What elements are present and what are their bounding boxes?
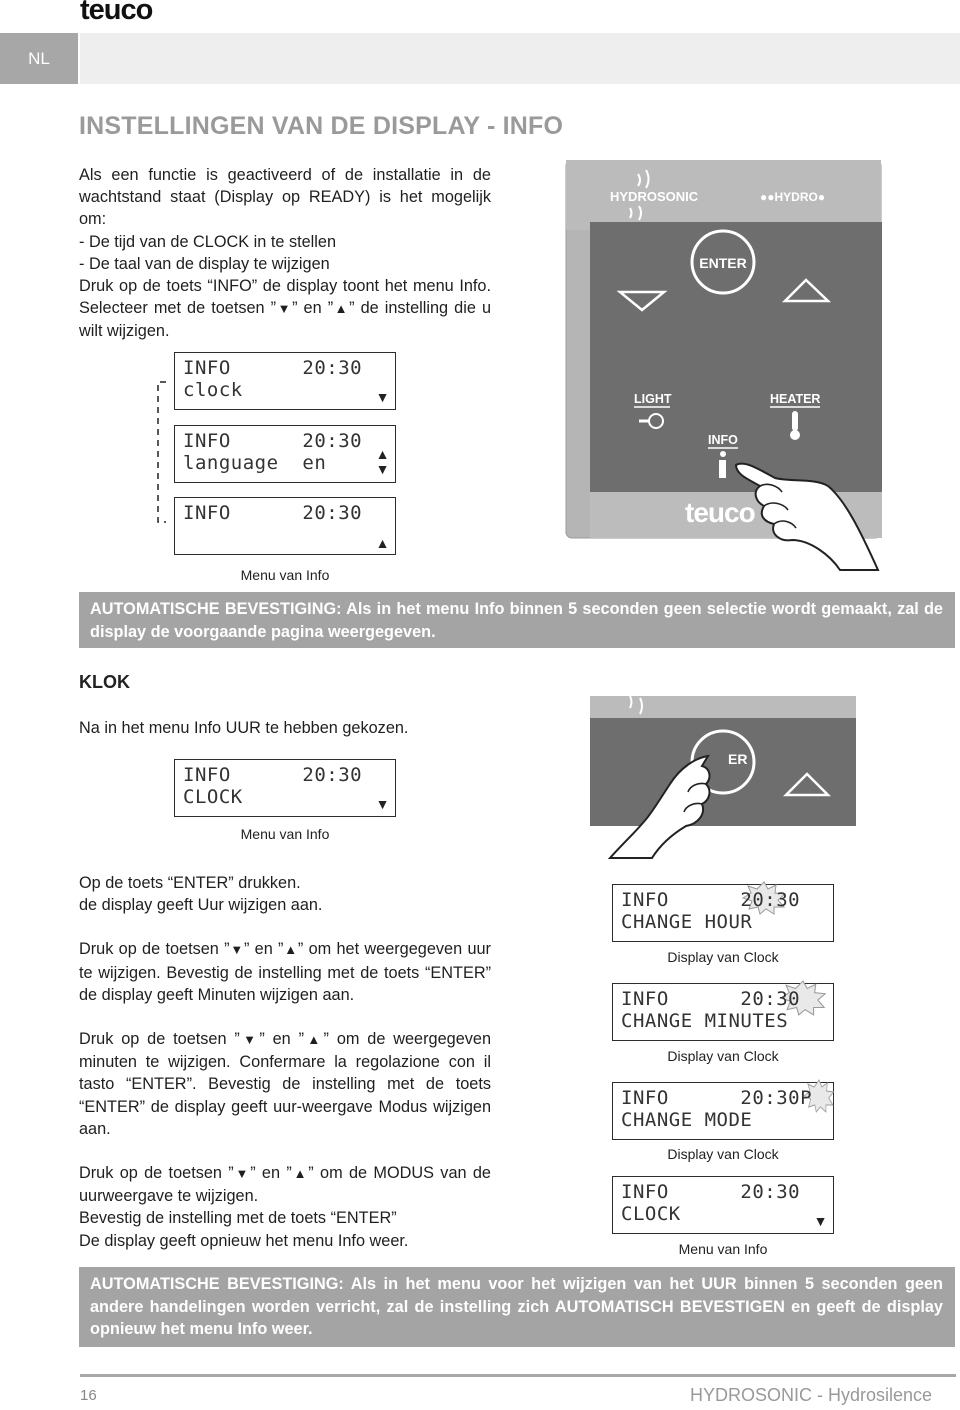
lcd-line1: INFO 20:30P	[621, 1087, 813, 1109]
up-arrow-icon: ▲	[333, 301, 350, 317]
down-arrow-icon: ▼	[233, 1166, 251, 1182]
info-menu-screen-clock	[174, 352, 396, 410]
clock-screen-change-hour	[612, 884, 834, 942]
step-minutes: Druk op de toetsen ”▼” en ”▲” om de weergegeven minuten te wijzigen. Confermare la regolazione con il tasto “ENTER”. Bevestig de instelling met de toets “ENTER” de display geeft uur-weergave Modus wijzigen aan.	[79, 1030, 491, 1138]
lcd-line2: CHANGE HOUR	[621, 911, 753, 933]
language-tab: NL	[0, 33, 78, 84]
enter-press-illustration	[590, 692, 890, 862]
klok-steps	[79, 872, 491, 1252]
clock-screen-menu-info	[612, 1176, 834, 1234]
klok-menu-caption: Menu van Info	[240, 826, 330, 842]
footer-product: HYDROSONIC - Hydrosilence	[690, 1385, 933, 1405]
intro-paragraph	[79, 164, 491, 343]
down-arrow-icon: ▼	[276, 301, 293, 317]
intro-list-language: - De taal van de display te wijzigen	[79, 254, 330, 273]
auto-confirm-notice-hour: AUTOMATISCHE BEVESTIGING: Als in het menu voor het wijzigen van het UUR binnen 5 seconden geen andere handelingen worden verricht, zal de instelling zich AUTOMATISCH BEVESTIGEN en geeft de display opnieuw het menu Info weer.	[79, 1267, 955, 1347]
lcd-line1: INFO 20:30	[183, 357, 363, 379]
lcd-line2: clock	[183, 379, 243, 401]
info-menu-screen-language	[174, 425, 396, 483]
enter-label: ENTER	[699, 255, 747, 271]
info-menu-caption: Menu van Info	[240, 567, 330, 583]
down-arrow-icon: ▼	[375, 797, 390, 813]
lcd-line1: INFO 20:30	[621, 1181, 801, 1203]
down-arrow-icon: ▼	[229, 942, 244, 958]
info-menu-screen-end	[174, 497, 396, 555]
intro-p2: Druk op de toets “INFO” de display toont het menu Info. Selecteer met de toetsen ”▼” en ”▲” de instelling die u wilt wijzigen.	[79, 277, 491, 341]
enter-label-partial: ER	[728, 751, 748, 767]
info-icon[interactable]	[720, 451, 726, 457]
lcd-line1: INFO 20:30	[183, 764, 363, 786]
lcd-line2: CHANGE MINUTES	[621, 1010, 789, 1032]
footer-divider	[80, 1374, 956, 1377]
up-arrow-icon: ▲	[291, 1166, 309, 1182]
step-enter-1: Op de toets “ENTER” drukken.	[79, 874, 301, 892]
hydrosonic-label: HYDROSONIC	[610, 189, 699, 204]
step-enter-2: de display geeft Uur wijzigen aan.	[79, 896, 323, 915]
brand-logo: teuco	[80, 0, 153, 26]
down-arrow-icon: ▼	[239, 1032, 260, 1048]
step-confirm: Bevestig de instelling met de toets “ENTER”	[79, 1209, 397, 1228]
up-arrow-icon: ▲	[375, 447, 390, 463]
lcd-line1: INFO 20:30	[183, 502, 363, 524]
down-arrow-icon: ▼	[375, 462, 390, 478]
teuco-panel-logo: teuco	[685, 497, 755, 528]
klok-heading: KLOK	[79, 672, 130, 692]
info-label: INFO	[708, 433, 738, 447]
down-arrow-icon: ▼	[813, 1214, 828, 1230]
up-arrow-icon: ▲	[283, 942, 298, 958]
clock-caption-2: Display van Clock	[667, 1048, 779, 1064]
control-panel-illustration	[560, 160, 960, 580]
intro-p1: Als een functie is geactiveerd of de installatie in de wachtstand staat (Display op READY) is het mogelijk om:	[79, 166, 491, 229]
lcd-line1: INFO 20:30	[621, 889, 801, 911]
down-arrow-icon: ▼	[375, 390, 390, 406]
heater-label: HEATER	[770, 392, 821, 406]
clock-caption-4: Menu van Info	[678, 1241, 768, 1257]
auto-confirm-notice-info: AUTOMATISCHE BEVESTIGING: Als in het menu Info binnen 5 seconden geen selectie wordt gemaakt, zal de display de voorgaande pagina weergegeven.	[79, 592, 955, 648]
up-arrow-icon: ▲	[304, 1032, 324, 1048]
klok-intro: Na in het menu Info UUR te hebben gekozen.	[79, 719, 409, 737]
step-mode: Druk op de toetsen ”▼” en ”▲” om de MODUS van de uurweergave te wijzigen.	[79, 1164, 491, 1206]
header-band	[80, 33, 960, 84]
page-title: INSTELLINGEN VAN DE DISPLAY - INFO	[79, 112, 564, 140]
step-hour: Druk op de toetsen ”▼” en ”▲” om het weergegeven uur te wijzigen. Bevestig de instelling met de toets “ENTER” de display geeft Minuten wijzigen aan.	[79, 940, 491, 1004]
clock-screen-change-minutes	[612, 983, 834, 1041]
up-arrow-icon: ▲	[375, 536, 390, 552]
lcd-line1: INFO 20:30	[183, 430, 363, 452]
lcd-line2: CLOCK	[183, 786, 243, 808]
clock-screen-change-mode	[612, 1082, 834, 1140]
light-label: LIGHT	[634, 392, 672, 406]
clock-caption-3: Display van Clock	[667, 1146, 779, 1162]
hydro-label: ●●HYDRO●	[760, 190, 826, 204]
lcd-line2: CLOCK	[621, 1203, 681, 1225]
lcd-line1: INFO 20:30	[621, 988, 801, 1010]
step-result: De display geeft opnieuw het menu Info weer.	[79, 1231, 409, 1250]
clock-caption-1: Display van Clock	[667, 949, 779, 965]
page-number: 16	[80, 1387, 97, 1404]
intro-list-clock: - De tijd van de CLOCK in te stellen	[79, 232, 337, 251]
klok-menu-screen	[174, 759, 396, 817]
lcd-line2: CHANGE MODE	[621, 1109, 753, 1131]
lcd-line2: language en	[183, 452, 327, 474]
thermometer-icon[interactable]	[792, 411, 798, 431]
